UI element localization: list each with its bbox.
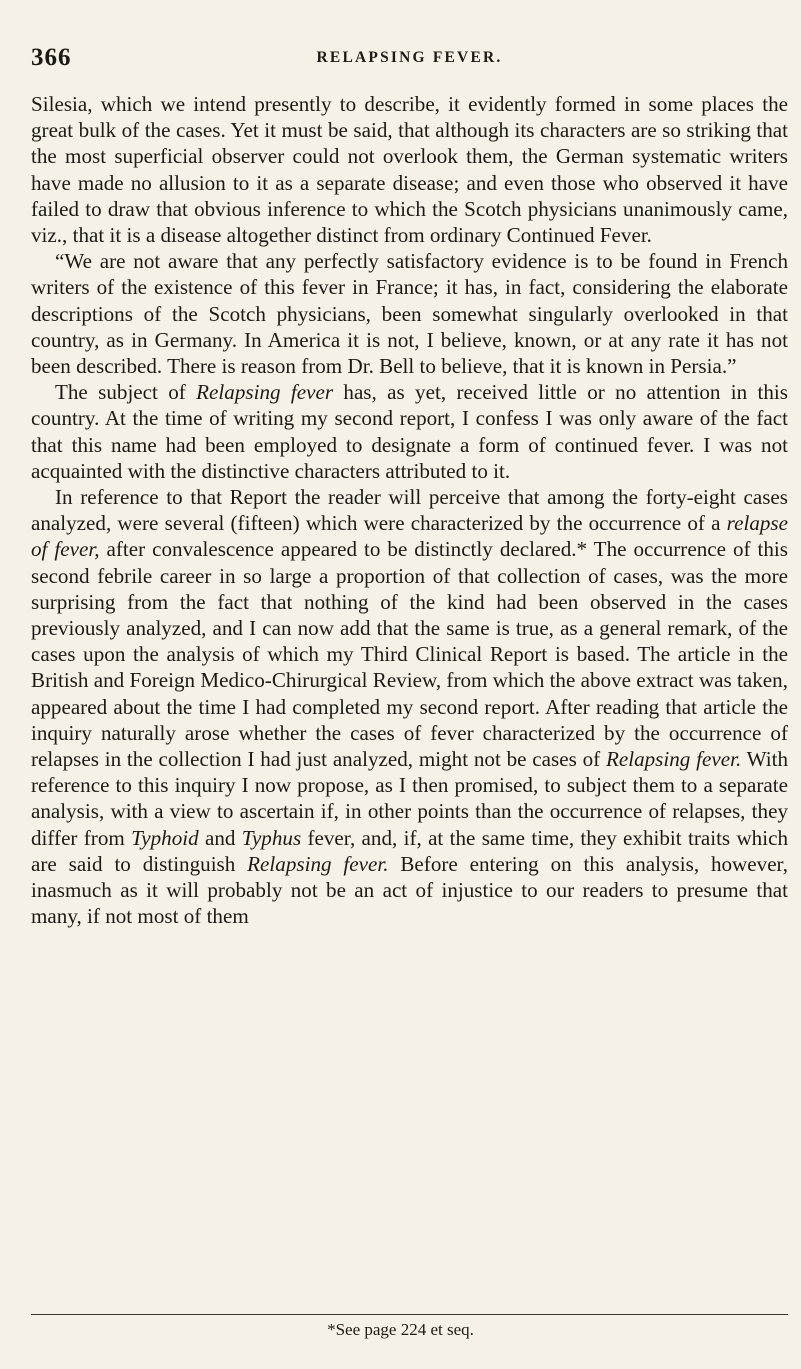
italic-term: Typhoid xyxy=(131,825,199,850)
text-run: The subject of xyxy=(55,380,197,405)
italic-term: relapse of fever, xyxy=(31,511,788,562)
paragraph-2-quotation: “We are not aware that any perfectly satisfactory evidence is to be found in French writers of the existence of this fever in France; it has, in fact, considering the elaborate descriptions of the Scotch physicians, been somewhat singularly overlooked in that country, as in Germany. In America it is not, I believe, known, or at any rate it has not been described. There is reason from Dr. Bell to believe, that it is known in Persia.” xyxy=(31,249,788,379)
body-text xyxy=(31,91,788,930)
text-run: Before entering on this analysis, however, inasmuch as it will probably not be an act of injustice to our readers to presume that many, if not most of them xyxy=(31,851,789,929)
footnote-divider xyxy=(31,1314,788,1315)
paragraph-4 xyxy=(31,484,788,929)
footnote: *See page 224 et seq. xyxy=(327,1320,474,1339)
text-run: fever, and, if, at the same time, they exhibit traits which are said to distinguish xyxy=(31,825,789,876)
text-run: after convalescence appeared to be distinctly declared.* The occurrence of this second febrile career in so large a proportion of that collection of cases, was the more surprising from the fact that nothing of the kind had been observed in the cases previously analyzed, and I can now add that the same is true, as a general remark, of the cases upon the analysis of which my Third Clinical Report is based. The article in the British and Foreign Medico-Chirurgical Review, from which the above extract was taken, appeared about the time I had completed my second report. After reading that article the inquiry naturally arose whether the cases of fever characterized by the occurrence of relapses in the collection I had just analyzed, might not be cases of xyxy=(31,537,788,772)
italic-term: Relapsing fever xyxy=(196,380,334,405)
text-run: In reference to that Report the reader will perceive that among the forty-eight cases analyzed, were several (fifteen) which were characterized by the occurrence of a xyxy=(31,485,788,536)
paragraph-1: Silesia, which we intend presently to describe, it evidently formed in some places the great bulk of the cases. Yet it must be said, that although its characters are so striking that the most superficial observer could not overlook them, the German systematic writers have made no allusion to it as a separate disease; and even those who observed it have failed to draw that obvious inference to which the Scotch physicians unanimously came, viz., that it is a disease altogether distinct from ordinary Continued Fever. xyxy=(31,92,788,248)
running-head: RELAPSING FEVER. xyxy=(316,49,503,66)
page-number: 366 xyxy=(31,44,72,71)
italic-term: Relapsing fever. xyxy=(247,851,389,876)
text-run: and xyxy=(198,825,242,850)
italic-term: Typhus xyxy=(241,825,302,850)
italic-term: Relapsing fever. xyxy=(605,747,742,772)
page-header xyxy=(31,44,788,74)
text-run: has, as yet, received little or no attention in this country. At the time of writing my second report, I confess I was only aware of the fact that this name had been employed to designate a form of continued fever. I was not acquainted with the distinctive characters attributed to it. xyxy=(31,380,788,483)
text-run: With reference to this inquiry I now propose, as I then promised, to subject them to a separate analysis, with a view to ascertain if, in other points than the occurrence of relapses, they differ from xyxy=(31,747,788,850)
paragraph-3 xyxy=(31,379,788,484)
